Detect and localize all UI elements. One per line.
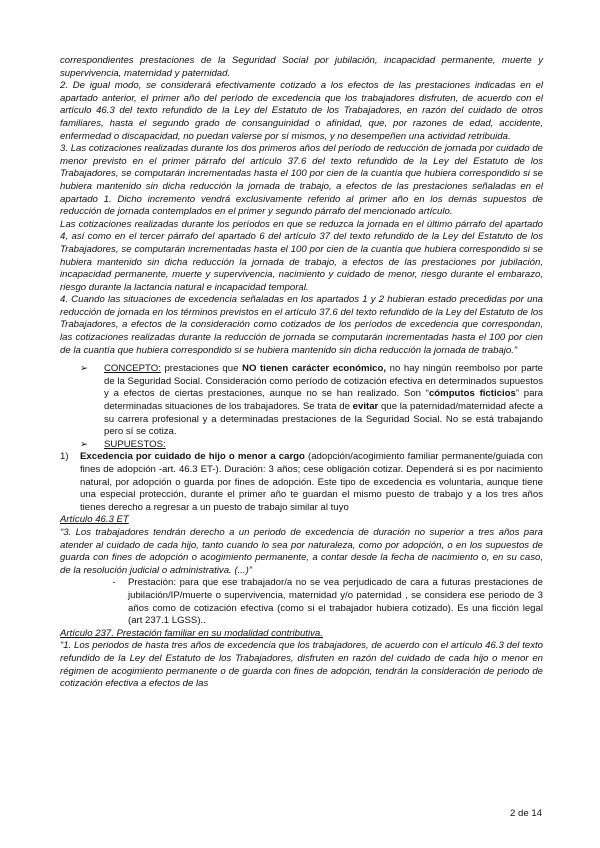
arrow-bullet-icon: ➢ <box>80 363 89 375</box>
arrow-bullet-icon: ➢ <box>80 438 89 450</box>
article-46-3-heading: Artículo 46.3 ET <box>60 514 129 526</box>
concepto-text-part: que la paternidad/maternidad afecte a su carrera profesional y a determinadas prestaciones de la Seguridad Social. No se está trabajando pero sí se cotiza. <box>104 401 543 438</box>
quote-paragraph: 2. De igual modo, se considerará efectivamente cotizado a los efectos de las prestaciones indicadas en el apartado anterior, el primer año del período de excedencia que los trabajadores disfruten, de acuerdo con el artículo 46.3 del texto refundido de la Ley del Estatuto de los Trabajadores, en razón del cuidado de otros familiares, hasta el segundo grado de consanguinidad o afinidad, que, por razones de edad, accidente, enfermedad o discapacidad, no puedan valerse por sí mismos, y no desempeñen una actividad retribuida. <box>60 80 543 142</box>
supuestos-bullet <box>60 439 543 452</box>
concepto-bold: NO tienen carácter económico, <box>242 363 387 375</box>
item-title: Excedencia por cuidado de hijo o menor a cargo <box>80 451 305 463</box>
concepto-bullet <box>60 363 543 439</box>
quote-paragraph: 4. Cuando las situaciones de excedencia señaladas en los apartados 1 y 2 hubieran estado precedidas por una reducción de jornada en los términos previstos en el artículo 37.6 del texto refundido de la Ley del Estatuto de los Trabajadores, a efectos de la consideración como cotizados de los períodos de excedencia que correspondan, las cotizaciones realizadas durante la reducción de jornada se computarán incrementadas hasta el 100 por cien de la cuantía que hubiera correspondido si se hubiera mantenido sin dicha reducción la jornada de trabajo.” <box>60 294 543 356</box>
concepto-text-part: ” para determinadas situaciones de los trabajadores. Se trata de <box>104 388 543 413</box>
concepto-label: CONCEPTO: <box>104 363 161 375</box>
document-page <box>60 55 543 691</box>
article-46-3-quote: “3. Los trabajadores tendrán derecho a un periodo de excedencia de duración no superior a tres años para atender al cuidado de cada hijo, tanto cuando lo sea por naturaleza, como por adopción, o en los supuestos de guarda con fines de adopción o acogimiento permanente, a contar desde la fecha de nacimiento o, en su caso, de la resolución judicial o administrativa. (...)” <box>60 526 543 576</box>
article-237-quote: “1. Los periodos de hasta tres años de excedencia que los trabajadores, de acuerdo con el artículo 46.3 del texto refundido de la Ley del Estatuto de los Trabajadores, disfruten en razón del cuidado de cada hijo o menor en régimen de acogimiento permanente o de guarda con fines de adopción, tendrán la consideración de periodo de cotización efectiva a efectos de las <box>60 640 543 690</box>
dash-bullet: - <box>112 577 116 589</box>
quote-paragraph: correspondientes prestaciones de la Seguridad Social por jubilación, incapacidad permanente, muerte y supervivencia, maternidad y paternidad. <box>60 55 543 79</box>
concepto-bold: evitar <box>352 401 379 413</box>
concepto-text-part: prestaciones que <box>160 363 243 375</box>
item-description: (adopción/acogimiento familiar permanente/guiada con fines de adopción -art. 46.3 ET-). Duración: 3 años; cese obligación cotizar. Dependerá si es por nacimiento natural, por adopción o guarda por fines de adopción. Este tipo de excedencia es voluntaria, aunque tiene una especial protección, durante el primer año te guardan el mismo puesto de trabajo y a los tres años tienes derecho a regresar a un puesto de trabajo similar al tuyo <box>80 451 543 513</box>
article-237-heading: Artículo 237. Prestación familiar en su modalidad contributiva. <box>60 627 323 639</box>
quoted-article-block <box>60 55 543 357</box>
concepto-text <box>104 363 543 439</box>
item-text <box>80 451 543 514</box>
concepto-bold: cómputos ficticios <box>428 388 516 400</box>
prestacion-text: Prestación: para que ese trabajador/a no se vea perjudicado de cara a futuras prestaciones de jubilación/IP/muerte o supervivencia, maternidad y/o paternidad , se considera ese periodo de 3 años como de cotización efectiva (como si el trabajador hubiera cotizado). Es una ficción legal (art 237.1 LGSS).. <box>128 577 543 627</box>
quote-paragraph: Las cotizaciones realizadas durante los períodos en que se reduzca la jornada en el último párrafo del apartado 4, así como en el tercer párrafo del apartado 6 del artículo 37 del texto refundido de la Ley del Estatuto de los Trabajadores, se computarán incrementadas hasta el 100 por cien de la cuantía que hubiera correspondido si se hubiera mantenido sin dicha reducción la jornada de trabajo, a efectos de las prestaciones por jubilación, incapacidad permanente, muerte y supervivencia, nacimiento y cuidado de menor, riesgo durante el embarazo, riesgo durante la lactancia natural e incapacidad temporal. <box>60 218 543 293</box>
concepto-text-part: no hay ningún reembolso por parte de la Seguridad Social. Consideración como período de cotización efectiva en determinados supuestos y a efectos de ciertas prestaciones, aunque no se han realizado. Son “ <box>104 363 543 400</box>
quote-paragraph: 3. Las cotizaciones realizadas durante los dos primeros años del período de reducción de jornada por cuidado de menor previsto en el primer párrafo del artículo 37.6 del texto refundido de la Ley del Estatuto de los Trabajadores, se computarán incrementadas hasta el 100 por cien de la cuantía que hubiera correspondido si se hubiera mantenido sin dicha reducción la jornada de trabajo, a efectos de las prestaciones señaladas en el apartado 1. Dicho incremento vendrá exclusivamente referido al primer año en los demás supuestos de reducción de jornada contemplados en el primer y segundo párrafo del mencionado artículo. <box>60 143 543 218</box>
supuestos-label: SUPUESTOS: <box>104 438 166 450</box>
page-number: 2 de 14 <box>509 808 542 819</box>
numbered-item-1 <box>60 451 543 514</box>
prestacion-dash-item <box>100 577 543 627</box>
item-number: 1) <box>60 451 69 463</box>
